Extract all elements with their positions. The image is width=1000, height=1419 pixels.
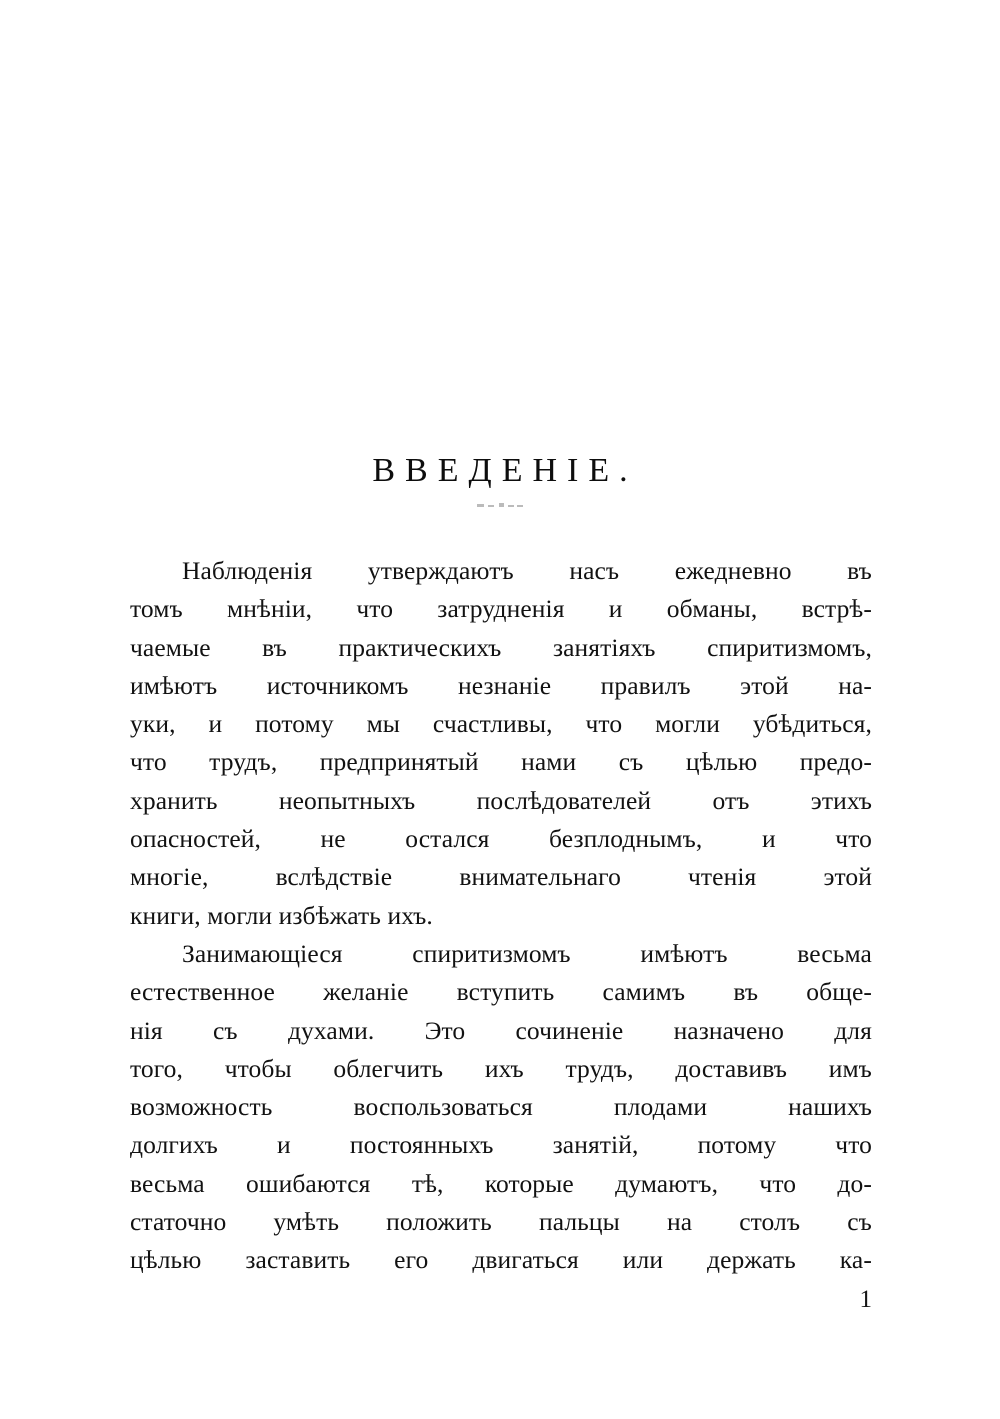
text-word: и bbox=[608, 594, 623, 624]
text-word: цѣлью bbox=[685, 747, 758, 777]
text-word: ежедневно bbox=[674, 556, 792, 585]
page-title: ВВЕДЕНІЕ. bbox=[372, 452, 638, 489]
text-line bbox=[130, 552, 872, 590]
text-word: до- bbox=[837, 1168, 872, 1198]
text-word: или bbox=[622, 1245, 664, 1275]
text-word: ошибаются bbox=[246, 1168, 371, 1198]
text-word: плодами bbox=[613, 1092, 708, 1122]
text-word: съ bbox=[213, 1015, 238, 1045]
text-word: практическихъ bbox=[338, 632, 502, 662]
text-word: затрудненія bbox=[437, 594, 565, 624]
text-line bbox=[130, 1165, 872, 1203]
text-word: мнѣніи, bbox=[227, 594, 313, 624]
title-ornament-rule bbox=[477, 503, 523, 508]
text-word: незнаніе bbox=[458, 670, 552, 700]
text-word: весьма bbox=[130, 1168, 205, 1198]
text-word: нія bbox=[130, 1015, 163, 1045]
text-word: нашихъ bbox=[788, 1092, 872, 1122]
text-word: весьма bbox=[797, 938, 872, 968]
text-word: естественное bbox=[130, 977, 275, 1007]
text-word: пальцы bbox=[538, 1207, 620, 1237]
text-word: многіе, bbox=[130, 862, 209, 892]
text-word: Наблюденія bbox=[182, 556, 313, 585]
text-word: хранить bbox=[130, 785, 218, 815]
text-word: что bbox=[130, 747, 167, 777]
text-word: этой bbox=[823, 862, 872, 892]
text-word: безплоднымъ, bbox=[549, 824, 703, 854]
page-number: 1 bbox=[859, 1286, 872, 1313]
text-word: нами bbox=[521, 747, 577, 777]
text-word: въ bbox=[733, 977, 759, 1007]
text-word: потому bbox=[697, 1130, 777, 1160]
text-word: заставить bbox=[245, 1245, 351, 1275]
text-word: занятій, bbox=[552, 1130, 639, 1160]
text-line bbox=[130, 667, 872, 705]
text-line bbox=[130, 973, 872, 1011]
text-word: вступить bbox=[456, 977, 555, 1007]
text-word: его bbox=[394, 1245, 429, 1275]
text-word: могли bbox=[655, 709, 720, 739]
text-word: не bbox=[320, 824, 346, 854]
text-line bbox=[130, 820, 872, 858]
text-word: отъ bbox=[712, 785, 750, 815]
text-word: что bbox=[759, 1168, 797, 1198]
text-word: съ bbox=[618, 747, 644, 777]
text-word: вслѣдствіе bbox=[275, 862, 393, 892]
text-word: счастливы, bbox=[432, 709, 553, 739]
text-word: которые bbox=[484, 1168, 574, 1198]
text-word: тѣ, bbox=[411, 1168, 444, 1198]
text-line bbox=[130, 782, 872, 820]
text-word: что bbox=[835, 824, 872, 854]
text-word: обманы, bbox=[666, 594, 758, 624]
text-word: этой bbox=[740, 670, 789, 700]
text-word: двигаться bbox=[472, 1245, 579, 1275]
text-word: уки, bbox=[130, 709, 176, 739]
text-word: имъ bbox=[828, 1053, 872, 1083]
text-word: для bbox=[834, 1015, 872, 1045]
body-text bbox=[130, 552, 872, 1280]
text-word: доставивъ bbox=[675, 1053, 787, 1083]
text-word: правилъ bbox=[600, 670, 691, 700]
text-word: убѣдиться, bbox=[752, 709, 872, 739]
text-word: что bbox=[356, 594, 394, 624]
text-word: трудъ, bbox=[565, 1053, 634, 1083]
text-word: предо- bbox=[799, 747, 872, 777]
text-word: на bbox=[666, 1207, 693, 1237]
text-word: трудъ, bbox=[209, 747, 278, 777]
text-word: духами. bbox=[287, 1015, 375, 1045]
text-word: предпринятый bbox=[319, 747, 479, 777]
text-line bbox=[130, 1203, 872, 1241]
text-word: томъ bbox=[130, 594, 183, 624]
text-word: имѣютъ bbox=[640, 938, 728, 968]
text-word: насъ bbox=[569, 556, 620, 585]
text-word: съ bbox=[847, 1207, 872, 1237]
text-word: послѣдователей bbox=[476, 785, 652, 815]
text-word: спиритизмомъ, bbox=[707, 632, 872, 662]
text-word: умѣть bbox=[273, 1207, 340, 1237]
text-word: что bbox=[835, 1130, 872, 1160]
text-line bbox=[130, 1012, 872, 1050]
text-word: имѣютъ bbox=[130, 670, 218, 700]
text-word: ка- bbox=[839, 1245, 872, 1275]
text-line bbox=[130, 1126, 872, 1164]
text-word: неопытныхъ bbox=[278, 785, 416, 815]
text-word: самимъ bbox=[602, 977, 686, 1007]
text-word: долгихъ bbox=[130, 1130, 218, 1160]
text-word: ихъ bbox=[484, 1053, 524, 1083]
text-word: и bbox=[208, 709, 223, 739]
text-word: этихъ bbox=[810, 785, 872, 815]
text-word: думаютъ, bbox=[615, 1168, 719, 1198]
text-word: источникомъ bbox=[266, 670, 409, 700]
text-word: желаніе bbox=[323, 977, 409, 1007]
text-line bbox=[130, 590, 872, 628]
text-word: Это bbox=[424, 1015, 466, 1045]
text-word: внимательнаго bbox=[459, 862, 621, 892]
text-word: занятіяхъ bbox=[552, 632, 656, 662]
text-word: постоянныхъ bbox=[349, 1130, 494, 1160]
text-line bbox=[130, 705, 872, 743]
text-line bbox=[130, 743, 872, 781]
text-word: на- bbox=[838, 670, 872, 700]
text-word: положить bbox=[386, 1207, 492, 1237]
text-word: сочиненіе bbox=[515, 1015, 624, 1045]
text-word: чтенія bbox=[688, 862, 757, 892]
text-word: Занимающіеся bbox=[182, 938, 343, 968]
text-word: держать bbox=[707, 1245, 796, 1275]
text-word: воспользоваться bbox=[353, 1092, 533, 1122]
text-word: чтобы bbox=[224, 1053, 292, 1083]
text-word: что bbox=[585, 709, 623, 739]
heading-block bbox=[0, 452, 1000, 508]
text-word: потому bbox=[255, 709, 334, 739]
text-word: цѣлью bbox=[130, 1245, 202, 1275]
text-word: встрѣ- bbox=[801, 594, 872, 624]
text-line bbox=[130, 1050, 872, 1088]
text-line bbox=[130, 1088, 872, 1126]
text-word: и bbox=[761, 824, 776, 854]
text-word: спиритизмомъ bbox=[412, 938, 571, 968]
text-word: статочно bbox=[130, 1207, 227, 1237]
text-line bbox=[130, 629, 872, 667]
text-line: книги, могли избѣжать ихъ. bbox=[130, 900, 433, 930]
text-word: столъ bbox=[739, 1207, 801, 1237]
text-word: и bbox=[277, 1130, 291, 1160]
text-line bbox=[130, 1241, 872, 1279]
text-word: въ bbox=[847, 556, 872, 585]
text-word: назначено bbox=[673, 1015, 784, 1045]
text-line bbox=[130, 858, 872, 896]
text-word: мы bbox=[366, 709, 401, 739]
text-word: утверждаютъ bbox=[367, 556, 514, 585]
text-word: въ bbox=[262, 632, 287, 662]
text-word: обще- bbox=[806, 977, 872, 1007]
text-word: того, bbox=[130, 1053, 184, 1083]
text-word: чаемые bbox=[130, 632, 211, 662]
text-word: опасностей, bbox=[130, 824, 261, 854]
text-line bbox=[130, 935, 872, 973]
text-word: облегчить bbox=[333, 1053, 444, 1083]
text-word: остался bbox=[405, 824, 490, 854]
text-word: возможность bbox=[130, 1092, 273, 1122]
